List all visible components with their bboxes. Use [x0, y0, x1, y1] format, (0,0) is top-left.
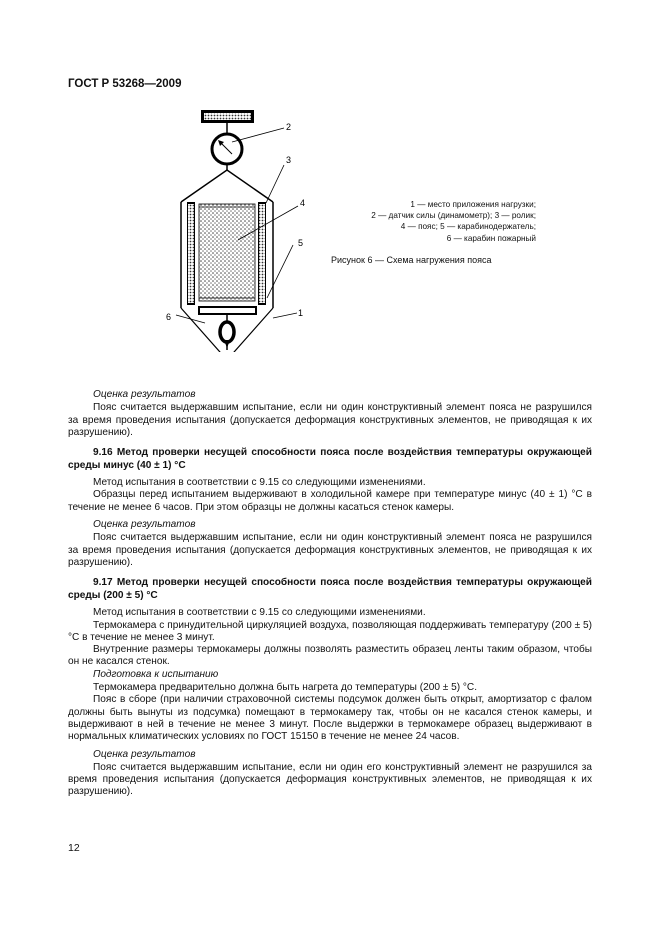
section-label: Оценка результатов: [93, 519, 196, 531]
legend-line: 4 — пояс; 5 — карабинодержатель;: [400, 222, 536, 232]
section-label: Оценка результатов: [93, 748, 196, 760]
section-heading-9-16: 9.16 Метод проверки несущей способности пояса после воздействия температуры окружающей среды минус (40 ± 1) °С: [68, 447, 592, 471]
top-anchor-bar: [201, 110, 254, 123]
paragraph: Пояс считается выдержавшим испытание, если ни один конструктивный элемент пояса не разрушился за время проведения испытания (допускается деформация конструктивных элементов, не приводящая к их разрушению).: [68, 402, 592, 438]
paragraph: Образцы перед испытанием выдерживают в холодильной камере при температуре минус (40 ± 1) °С в течение не менее 6 часов. При этом образцы не должны касаться стенок камеры.: [68, 489, 592, 513]
paragraph: Пояс в сборе (при наличии страховочной системы подсумок должен быть открыт, амортизатор с фалом должны быть вынуты из подсумка) помещают в термокамеру так, чтобы он не касался стенок камеры, и выдерживают в ней в течение не менее 3 минут. После выдержки в термокамере образец выдерживают в нормальных климатических условиях по ГОСТ 15150 в течение не менее 24 часов.: [68, 694, 592, 743]
callout-2: 2: [286, 122, 292, 132]
document-body: [68, 389, 592, 799]
page-number: 12: [68, 842, 80, 854]
paragraph: Пояс считается выдержавшим испытание, если ни один его конструктивный элемент не разрушился за время проведения испытания (допускается деформация конструктивных элементов, не приводящая к их разрушению).: [68, 761, 592, 798]
legend-line: 1 — место приложения нагрузки;: [410, 200, 536, 209]
dynamometer: [212, 134, 242, 164]
section-label: Подготовка к испытанию: [93, 668, 219, 680]
carabiner: [220, 322, 234, 350]
loading-scheme-figure: [150, 102, 320, 352]
section-label: Оценка результатов: [93, 389, 196, 400]
section-heading-9-17: 9.17 Метод проверки несущей способности пояса после воздействия температуры окружающей среды (200 ± 5) °С: [68, 577, 592, 601]
paragraph: Пояс считается выдержавшим испытание, если ни один конструктивный элемент пояса не разрушился за время проведения испытания (допускается деформация конструктивных элементов, не приводящая к их разрушению).: [68, 532, 592, 568]
figure-legend: [318, 199, 536, 244]
legend-line: 2 — датчик силы (динамометр); 3 — ролик;: [371, 211, 536, 221]
paragraph: Внутренние размеры термокамеры должны позволять разместить образец ленты таким образом, чтобы он не касался стенок.: [68, 644, 592, 668]
callout-3: 3: [286, 155, 292, 165]
callout-5: 5: [298, 238, 304, 248]
paragraph: Термокамера предварительно должна быть нагрета до температуры (200 ± 5) °С.: [93, 682, 478, 694]
paragraph: Метод испытания в соответствии с 9.15 со следующими изменениями.: [93, 477, 426, 489]
legend-line: 6 — карабин пожарный: [446, 233, 536, 243]
callout-6: 6: [166, 312, 172, 322]
callout-4: 4: [300, 198, 306, 208]
belt-body: [199, 204, 255, 301]
paragraph: Метод испытания в соответствии с 9.15 со следующими изменениями.: [93, 607, 426, 619]
document-header: ГОСТ Р 53268—2009: [68, 78, 182, 90]
callout-1: 1: [298, 308, 304, 318]
figure-caption: Рисунок 6 — Схема нагружения пояса: [331, 255, 492, 265]
paragraph: Термокамера с принудительной циркуляцией воздуха, позволяющая поддерживать температуру (200 ± 5) °С в течение не менее 3 минут.: [68, 619, 592, 643]
